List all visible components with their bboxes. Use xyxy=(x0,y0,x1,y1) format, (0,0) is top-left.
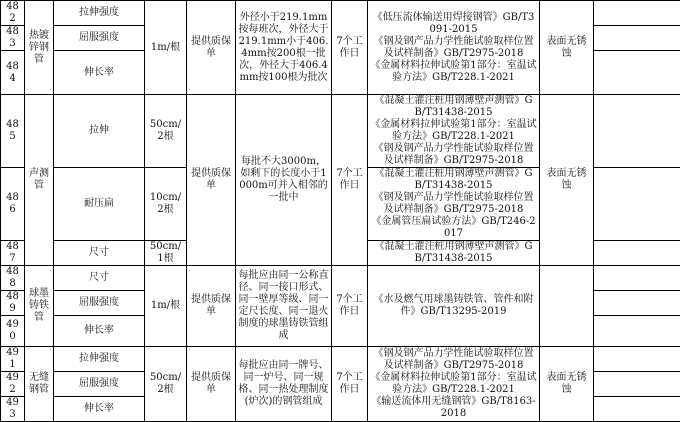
row-number: 490 xyxy=(1,316,25,347)
sample-quantity: 50cm/1根 xyxy=(145,241,187,266)
standards-cell: 《混凝土灌注桩用钢薄壁声测管》GB/T31438-2015 《钢及钢产品力学性能试验取样位置及试样制备》GB/T2975-2018 《金属管压扁试验方法》GB/T246-2017 xyxy=(368,168,540,241)
category-cell: 无缝钢管 xyxy=(25,347,54,422)
row-number: 483 xyxy=(1,26,25,51)
empty-cell xyxy=(594,372,680,397)
category-cell: 热镀锌钢管 xyxy=(25,1,54,95)
test-period: 7个工作日 xyxy=(332,1,368,95)
table-row xyxy=(1,1,680,26)
remark-cell xyxy=(540,266,594,347)
row-number: 482 xyxy=(1,1,25,26)
row-number: 488 xyxy=(1,266,25,291)
table-row xyxy=(1,347,680,372)
empty-cell xyxy=(594,95,680,168)
table-row xyxy=(1,266,680,291)
test-item: 伸长率 xyxy=(54,316,145,347)
empty-cell xyxy=(594,291,680,316)
test-item: 尺寸 xyxy=(54,241,145,266)
test-item: 屈服强度 xyxy=(54,291,145,316)
test-item: 屈服强度 xyxy=(54,26,145,51)
batch-rule: 外径小于219.1mm按每班次，外径大于219.1mm小于406.4mm按200根一批次，外径大于406.4mm按100根为批次 xyxy=(236,1,332,95)
test-item: 拉伸强度 xyxy=(54,1,145,26)
table-row xyxy=(1,95,680,168)
test-item: 屈服强度 xyxy=(54,372,145,397)
category-cell: 声测管 xyxy=(25,95,54,266)
test-period: 7个工作日 xyxy=(332,266,368,347)
test-period: 7个工作日 xyxy=(332,95,368,266)
test-item: 拉伸 xyxy=(54,95,145,168)
remark-cell: 表面无锈蚀 xyxy=(540,347,594,422)
empty-cell xyxy=(594,1,680,26)
requirement-cell: 提供质保单 xyxy=(187,1,236,95)
test-item: 尺寸 xyxy=(54,266,145,291)
empty-cell xyxy=(594,51,680,95)
row-number: 486 xyxy=(1,168,25,241)
standards-cell: 《水及燃气用球墨铸铁管、管件和附件》GB/T13295-2019 xyxy=(368,266,540,347)
sample-quantity: 50cm/2根 xyxy=(145,347,187,422)
batch-rule: 每批不大3000m，如剩下的长度小于1000m可并入相邻的一批中 xyxy=(236,95,332,266)
empty-cell xyxy=(594,347,680,372)
batch-rule: 每批应由同一公称直径、同一接口形式、同一壁厚等级、同一定尺长度、同一退火制度的球墨铸铁管组成 xyxy=(236,266,332,347)
row-number: 485 xyxy=(1,95,25,168)
empty-cell xyxy=(594,168,680,241)
standards-cell: 《混凝土灌注桩用钢薄壁声测管》GB/T31438-2015 《金属材料拉伸试验第1部分：室温试验方法》GB/T228.1-2021 《钢及钢产品力学性能试验取样位置及试样制备》GB/T2975-2018 xyxy=(368,95,540,168)
empty-cell xyxy=(594,266,680,291)
remark-cell: 表面无锈蚀 xyxy=(540,1,594,95)
standards-cell: 《混凝土灌注桩用钢薄壁声测管》GB/T31438-2015 xyxy=(368,241,540,266)
test-period: 7个工作日 xyxy=(332,347,368,422)
remark-cell: 表面无锈蚀 xyxy=(540,95,594,266)
sample-quantity: 1m/根 xyxy=(145,1,187,95)
requirement-cell: 提供质保单 xyxy=(187,95,236,266)
sample-quantity: 10cm/2根 xyxy=(145,168,187,241)
test-item: 耐压扁 xyxy=(54,168,145,241)
sample-quantity: 50cm/2根 xyxy=(145,95,187,168)
row-number: 492 xyxy=(1,372,25,397)
category-cell: 球墨铸铁管 xyxy=(25,266,54,347)
empty-cell xyxy=(594,26,680,51)
test-item: 伸长率 xyxy=(54,397,145,422)
row-number: 487 xyxy=(1,241,25,266)
requirement-cell: 提供质保单 xyxy=(187,347,236,422)
sample-quantity: 1m/根 xyxy=(145,266,187,347)
empty-cell xyxy=(594,316,680,347)
row-number: 489 xyxy=(1,291,25,316)
row-number: 493 xyxy=(1,397,25,422)
batch-rule: 每批应由同一牌号、同一炉号、同一规格、同一热处理制度(炉次)的钢管组成 xyxy=(236,347,332,422)
row-number: 484 xyxy=(1,51,25,95)
requirement-cell: 提供质保单 xyxy=(187,266,236,347)
standards-cell: 《钢及钢产品力学性能试验取样位置及试样制备》GB/T2975-2018 《金属材料拉伸试验第1部分：室温试验方法》GB/T228.1-2021 《输送流体用无缝钢管》GB/T8163-2018 xyxy=(368,347,540,422)
standards-cell: 《低压流体输送用焊接钢管》GB/T3091-2015 《钢及钢产品力学性能试验取样位置及试样制备》GB/T2975-2018 《金属材料拉伸试验第1部分：室温试验方法》GB/T228.1-2021 xyxy=(368,1,540,95)
empty-cell xyxy=(594,241,680,266)
test-item: 拉伸强度 xyxy=(54,347,145,372)
row-number: 491 xyxy=(1,347,25,372)
test-item: 伸长率 xyxy=(54,51,145,95)
